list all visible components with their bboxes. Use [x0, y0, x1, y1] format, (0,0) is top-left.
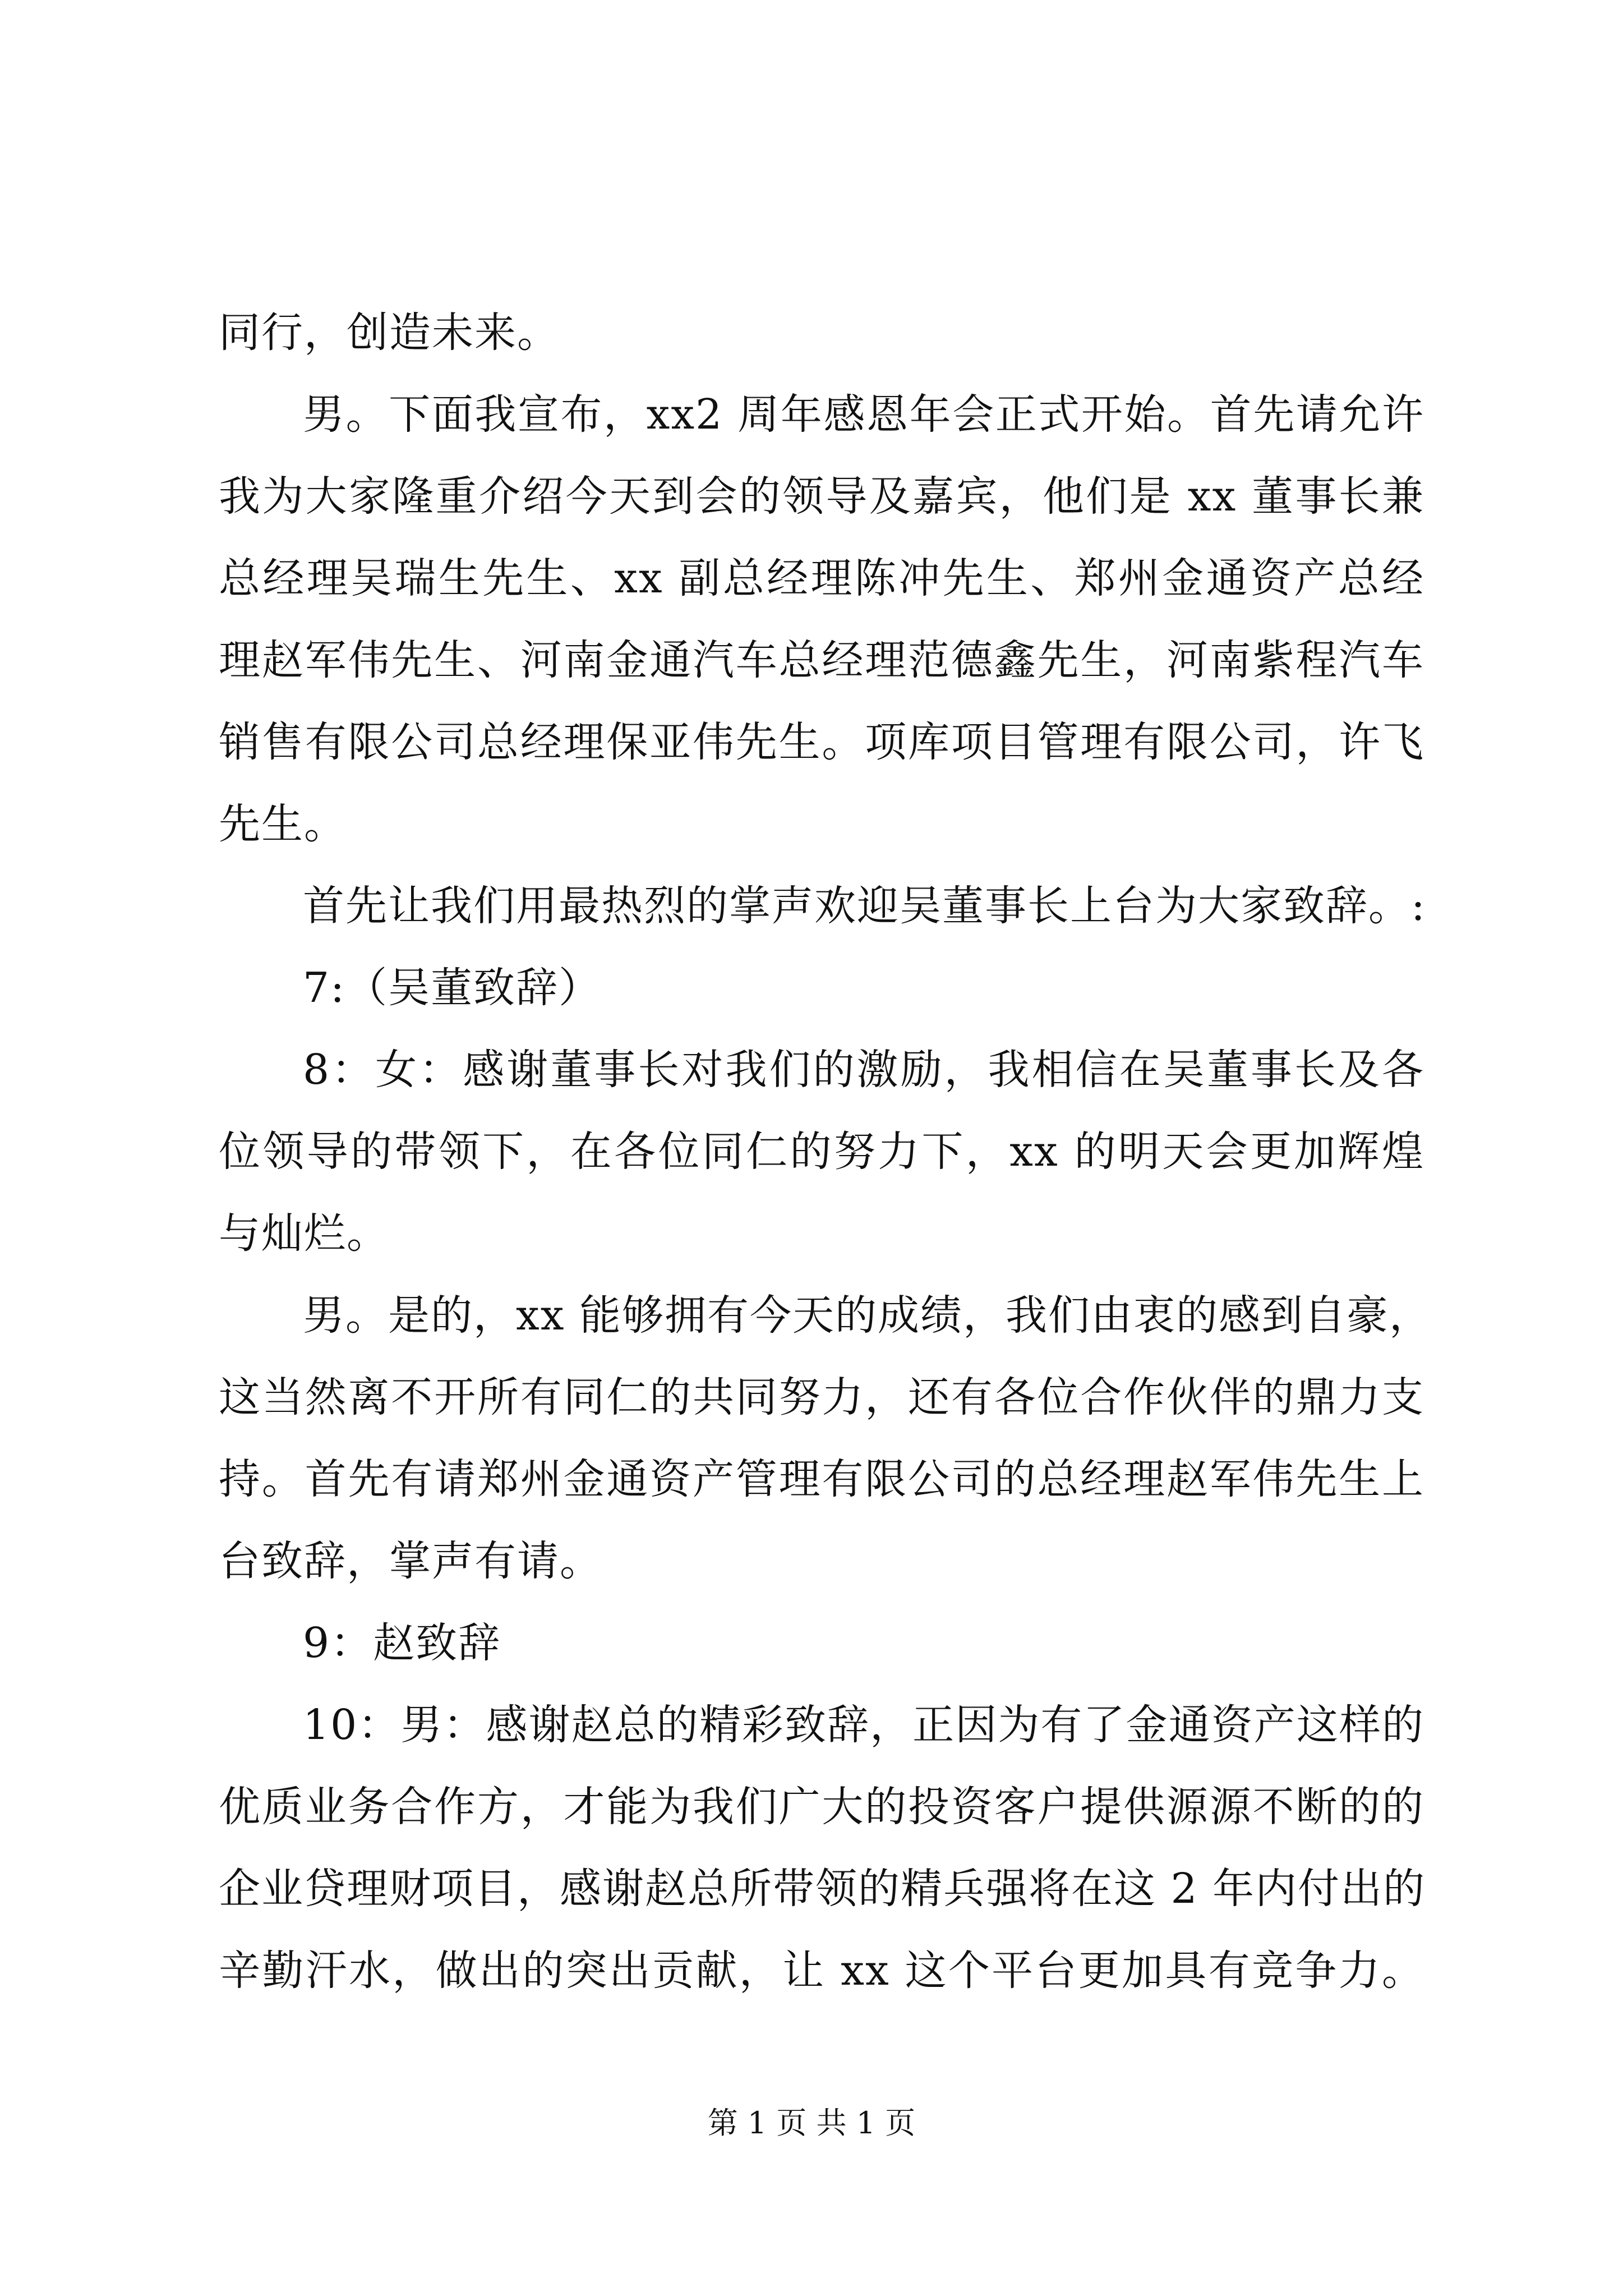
text-line-14: 这当然离不开所有同仁的共同努力，还有各位合作伙伴的鼎力支	[219, 1373, 1424, 1421]
text-line-9: 7:（吴董致辞）	[303, 964, 602, 1012]
text-line-16: 台致辞，掌声有请。	[219, 1537, 602, 1585]
text-line-8: 首先让我们用最热烈的掌声欢迎吴董事长上台为大家致辞。:	[303, 882, 1426, 930]
text-line-4: 总经理吴瑞生先生、xx 副总经理陈冲先生、郑州金通资产总经	[219, 554, 1424, 602]
text-line-3: 我为大家隆重介绍今天到会的领导及嘉宾，他们是 xx 董事长兼	[219, 472, 1424, 521]
text-line-15: 持。首先有请郑州金通资产管理有限公司的总经理赵军伟先生上	[219, 1455, 1424, 1503]
text-line-13: 男。是的，xx 能够拥有今天的成绩，我们由衷的感到自豪，	[303, 1291, 1432, 1340]
text-line-2: 男。下面我宣布，xx2 周年感恩年会正式开始。首先请允许	[303, 390, 1424, 439]
text-line-7: 先生。	[219, 800, 347, 848]
text-line-18: 10：男：感谢赵总的精彩致辞，正因为有了金通资产这样的	[303, 1701, 1424, 1749]
text-line-21: 辛勤汗水，做出的突出贡献，让 xx 这个平台更加具有竞争力。	[219, 1947, 1424, 1995]
page-number-footer: 第 1 页 共 1 页	[707, 2105, 916, 2141]
text-line-5: 理赵军伟先生、河南金通汽车总经理范德鑫先生，河南紫程汽车	[219, 636, 1424, 684]
text-line-20: 企业贷理财项目，感谢赵总所带领的精兵强将在这 2 年内付出的	[219, 1865, 1426, 1913]
document-body	[219, 292, 1432, 2012]
text-line-12: 与灿烂。	[219, 1209, 389, 1258]
text-line-6: 销售有限公司总经理保亚伟先生。项库项目管理有限公司，许飞	[219, 718, 1424, 766]
text-line-1: 同行，创造未来。	[219, 309, 560, 357]
text-line-11: 位领导的带领下，在各位同仁的努力下，xx 的明天会更加辉煌	[219, 1128, 1424, 1176]
text-line-19: 优质业务合作方，才能为我们广大的投资客户提供源源不断的的	[219, 1783, 1424, 1831]
text-line-10: 8：女：感谢董事长对我们的激励，我相信在吴董事长及各	[303, 1046, 1424, 1094]
text-line-17: 9：赵致辞	[303, 1619, 501, 1667]
